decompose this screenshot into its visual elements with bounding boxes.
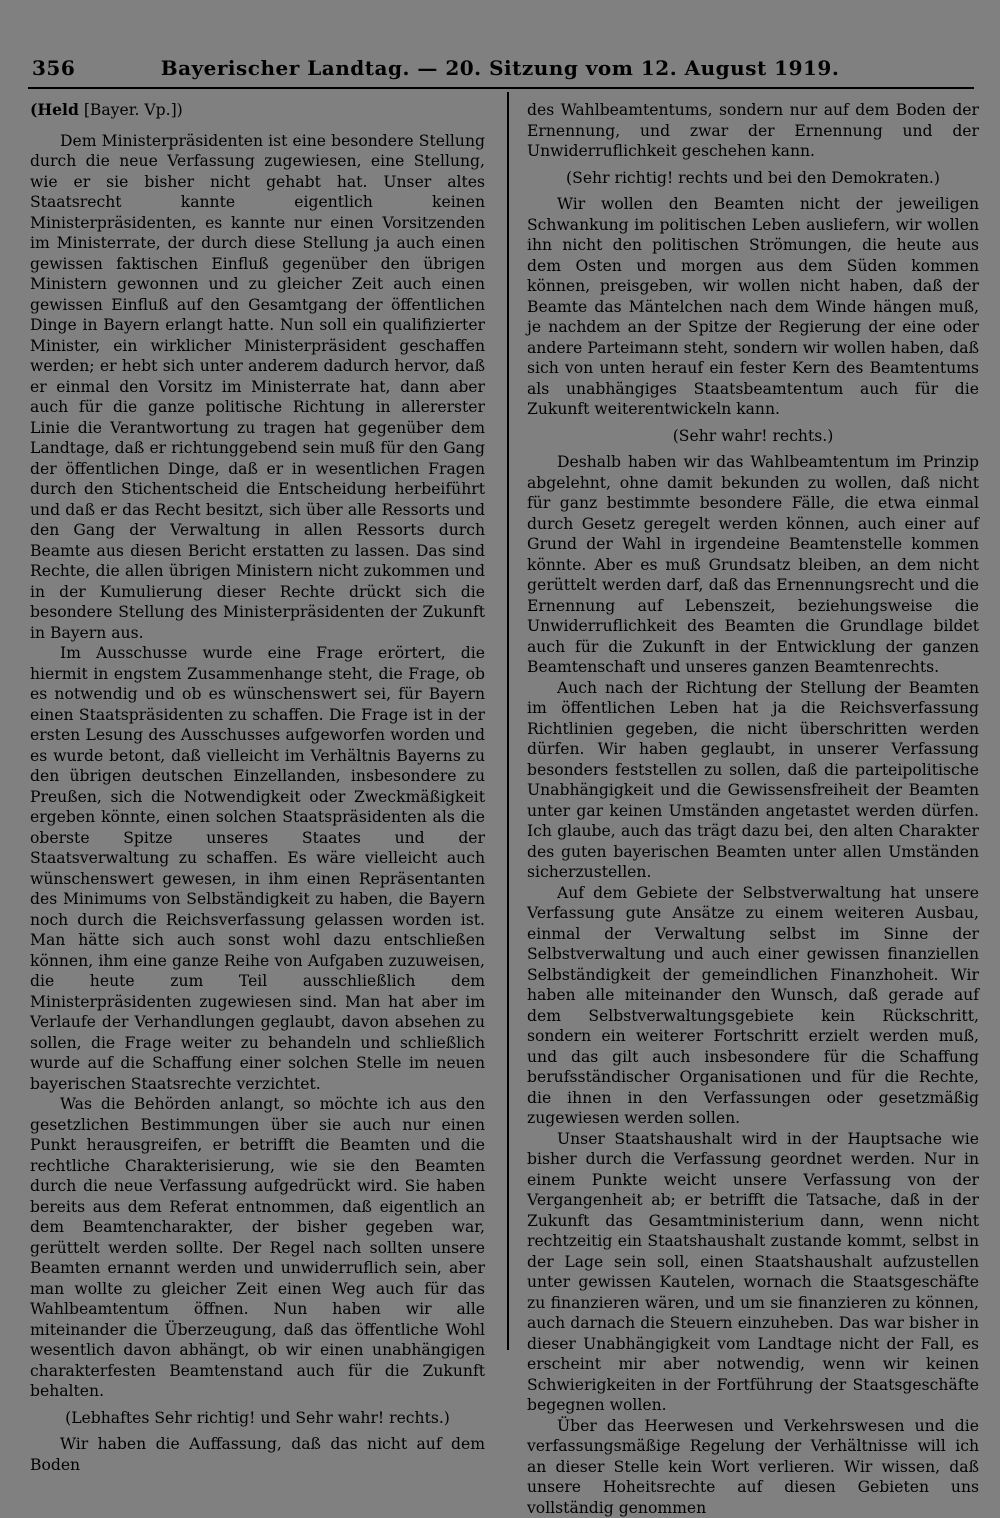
paragraph: Wir wollen den Beamten nicht der jeweiligen Schwankung im politischen Leben ausliefern, wir wollen ihn nicht den politischen Strömungen, die heute aus dem Osten und morgen aus dem Süden kommen können, preisgeben, wir wollen nicht haben, daß der Beamte das Mäntelchen nach dem Winde hängen muß, je nachdem an der Spitze der Regierung der eine oder andere Parteimann steht, sondern wir wollen haben, daß sich von unten herauf ein fester Kern des Beamtentums als unabhängiges Staatsbeamtentum auch für die Zukunft weiterentwickeln kann. bbox=[527, 194, 979, 420]
speaker-heading bbox=[30, 100, 485, 121]
right-column bbox=[527, 100, 979, 1518]
page-number: 356 bbox=[32, 56, 75, 80]
paragraph: Auf dem Gebiete der Selbstverwaltung hat unsere Verfassung gute Ansätze zu einem weiteren Ausbau, einmal der Verwaltung selbst im Sinne der Selbstverwaltung und auch einer gewissen finanziellen Selbständigkeit der gemeindlichen Finanzhoheit. Wir haben alle miteinander den Wunsch, daß gerade auf dem Selbstverwaltungsgebiete kein Rückschritt, sondern ein weiterer Fortschritt erzielt werden muß, und das gilt auch insbesondere für die Schaffung berufsständischer Organisationen und für die Rechte, die ihnen in den Verfassungen oder gesetzmäßig zugewiesen werden sollen. bbox=[527, 883, 979, 1129]
paragraph: Dem Ministerpräsidenten ist eine besondere Stellung durch die neue Verfassung zugewiesen, eine Stellung, wie er sie bisher nicht gehabt hat. Unser altes Staatsrecht kannte eigentlich keinen Ministerpräsidenten, es kannte nur einen Vorsitzenden im Ministerrate, der durch diese Stellung ja auch einen gewissen faktischen Einfluß gegenüber den übrigen Ministern gewonnen und zu gleicher Zeit auch einen gewissen Einfluß auf den Gesamtgang der öffentlichen Dinge in Bayern erlangt hatte. Nun soll ein qualifizierter Minister, ein wirklicher Ministerpräsident geschaffen werden; er hebt sich unter anderem dadurch hervor, daß er einmal den Vorsitz im Ministerrate hat, dann aber auch für die ganze politische Richtung in allererster Linie die Verantwortung zu tragen hat gegenüber dem Landtage, daß er richtunggebend sein muß für den Gang der öffentlichen Dinge, daß er in wesentlichen Fragen durch den Stichentscheid die Entscheidung herbeiführt und daß er das Recht besitzt, sich über alle Ressorts und den Gang der Verwaltung in allen Ressorts durch Beamte aus diesen Bericht erstatten zu lassen. Das sind Rechte, die allen übrigen Ministern nicht zukommen und in der Kumulierung dieser Rechte drückt sich die besondere Stellung des Ministerpräsidenten der Zukunft in Bayern aus. bbox=[30, 131, 485, 644]
interjection: (Lebhaftes Sehr richtig! und Sehr wahr! rechts.) bbox=[30, 1408, 485, 1429]
interjection: (Sehr wahr! rechts.) bbox=[527, 426, 979, 447]
speaker-party: [Bayer. Vp.]) bbox=[79, 101, 183, 119]
paragraph: Über das Heerwesen und Verkehrswesen und die verfassungsmäßige Regelung der Verhältnisse will ich an dieser Stelle kein Wort verlieren. Wir wissen, daß unsere Hoheitsrechte auf diesen Gebieten uns vollständig genommen bbox=[527, 1416, 979, 1518]
speaker-name: (Held bbox=[30, 100, 79, 119]
paragraph: Was die Behörden anlangt, so möchte ich aus den gesetzlichen Bestimmungen über sie auch nur einen Punkt herausgreifen, er betrifft die Beamten und die rechtliche Charakterisierung, wie sie den Beamten durch die neue Verfassung aufgedrückt wird. Sie haben bereits aus dem Referat entnommen, daß eigentlich an dem Beamtencharakter, der bisher gegeben war, gerüttelt werden sollte. Der Regel nach sollten unsere Beamten ernannt werden und unwiderruflich sein, aber man wollte zu gleicher Zeit einen Weg auch für das Wahlbeamtentum öffnen. Nun haben wir alle miteinander die Überzeugung, daß das öffentliche Wohl wesentlich davon abhängt, ob wir einen unabhängigen charakterfesten Beamtenstand auch für die Zukunft behalten. bbox=[30, 1094, 485, 1402]
paragraph: Im Ausschusse wurde eine Frage erörtert, die hiermit in engstem Zusammenhange steht, die Frage, ob es notwendig und ob es wünschenswert sei, für Bayern einen Staatspräsidenten zu schaffen. Die Frage ist in der ersten Lesung des Ausschusses aufgeworfen worden und es wurde betont, daß vielleicht im Verhältnis Bayerns zu den übrigen deutschen Einzellanden, insbesondere zu Preußen, sich die Notwendigkeit oder Zweckmäßigkeit ergeben könnte, einen solchen Staatspräsidenten als die oberste Spitze unseres Staates und der Staatsverwaltung zu schaffen. Es wäre vielleicht auch wünschenswert gewesen, in ihm einen Repräsentanten des Minimums von Selbständigkeit zu haben, die Bayern noch durch die Reichsverfassung gelassen worden ist. Man hätte sich auch sonst wohl dazu entschließen können, ihm eine ganze Reihe von Aufgaben zuzuweisen, die heute zum Teil ausschließlich dem Ministerpräsidenten zugewiesen sind. Man hat aber im Verlaufe der Verhandlungen geglaubt, davon absehen zu sollen, die Frage weiter zu behandeln und schließlich wurde auf die Schaffung einer solchen Stelle im neuen bayerischen Staatsrechte verzichtet. bbox=[30, 643, 485, 1094]
paragraph-continuation: des Wahlbeamtentums, sondern nur auf dem Boden der Ernennung, und zwar der Ernennung und der Unwiderruflichkeit geschehen kann. bbox=[527, 100, 979, 162]
running-header bbox=[32, 56, 968, 84]
interjection: (Sehr richtig! rechts und bei den Demokraten.) bbox=[527, 168, 979, 189]
column-divider bbox=[507, 92, 509, 1350]
paragraph: Deshalb haben wir das Wahlbeamtentum im Prinzip abgelehnt, ohne damit bekunden zu wollen, daß nicht für ganz bestimmte besondere Fälle, die etwa einmal durch Gesetz geregelt werden können, auch einer auf Grund der Wahl in irgendeine Beamtenstelle kommen könnte. Aber es muß Grundsatz bleiben, an dem nicht gerüttelt werden darf, daß das Ernennungsrecht und die Ernennung auf Lebenszeit, beziehungsweise die Unwiderruflichkeit des Beamten die Grundlage bildet auch für die Zukunft in der Entwicklung der ganzen Beamtenschaft und unseres ganzen Beamtenrechts. bbox=[527, 452, 979, 678]
paragraph: Unser Staatshaushalt wird in der Hauptsache wie bisher durch die Verfassung geordnet werden. Nur in einem Punkte weicht unsere Verfassung von der Vergangenheit ab; er betrifft die Tatsache, daß in der Zukunft das Gesamtministerium dann, wenn nicht rechtzeitig ein Staatshaushalt zustande kommt, selbst in der Lage sein soll, einen Staatshaushalt aufzustellen unter gewissen Kautelen, wornach die Staatsgeschäfte zu finanzieren wären, und um sie finanzieren zu können, auch darnach die Steuern einzuheben. Das war bisher in dieser Unabhängigkeit vom Landtage nicht der Fall, es erscheint mir aber notwendig, wenn wir keinen Schwierigkeiten in der Fortführung der Staatsgeschäfte begegnen wollen. bbox=[527, 1129, 979, 1416]
left-column bbox=[30, 100, 485, 1475]
header-rule bbox=[28, 87, 974, 89]
paragraph: Wir haben die Auffassung, daß das nicht auf dem Boden bbox=[30, 1434, 485, 1475]
paragraph: Auch nach der Richtung der Stellung der Beamten im öffentlichen Leben hat ja die Reichsverfassung Richtlinien gegeben, die nicht überschritten werden dürfen. Wir haben geglaubt, in unserer Verfassung besonders feststellen zu sollen, daß die parteipolitische Unabhängigkeit und die Gewissensfreiheit der Beamten unter gar keinen Umständen angetastet werden dürfen. Ich glaube, auch das trägt dazu bei, den alten Charakter des guten bayerischen Beamten unter allen Umständen sicherzustellen. bbox=[527, 678, 979, 883]
running-title: Bayerischer Landtag. — 20. Sitzung vom 12. August 1919. bbox=[32, 56, 968, 80]
